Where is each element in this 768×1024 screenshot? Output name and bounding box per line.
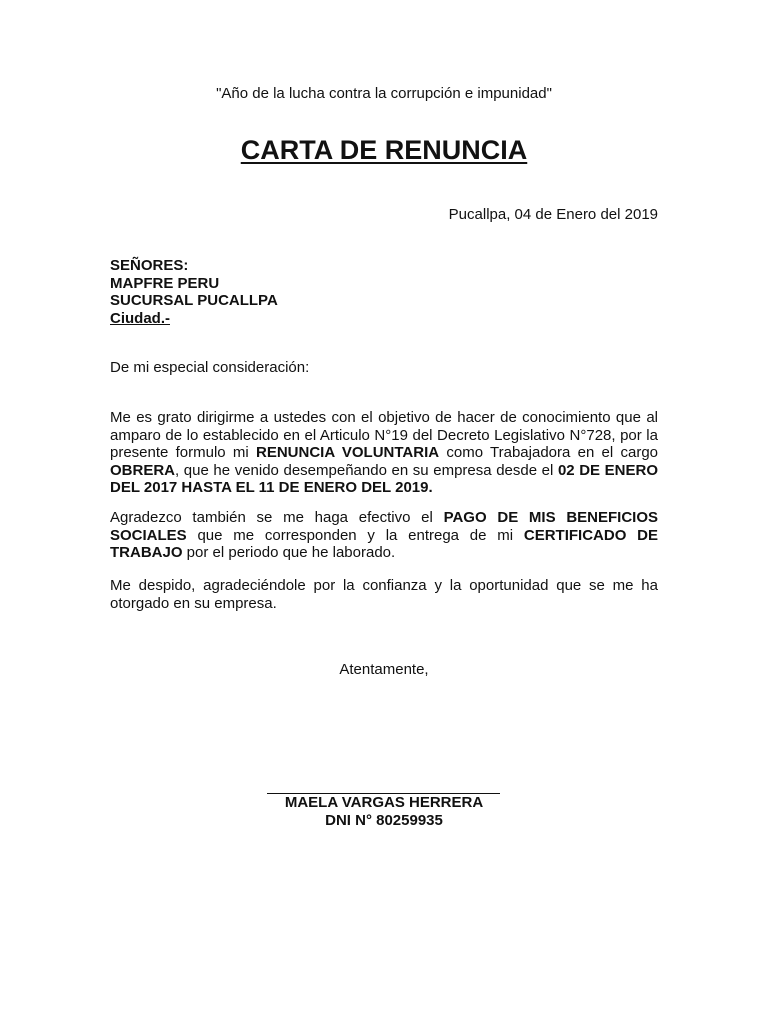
signatory-name: MAELA VARGAS HERRERA (284, 794, 484, 811)
body-paragraph-1 (110, 409, 658, 497)
letter-title-wrap (0, 135, 768, 166)
p1-text-1: Me es grato dirigirme a ustedes con el objetivo de hacer de conocimiento que al amparo de lo establecido en el Articulo N°19 del Decreto Legislativo N°728, por la presente formulo mi (110, 409, 658, 461)
p2-bold-2: CERTIFICADO DE TRABAJO (110, 526, 659, 561)
letter-date: Pucallpa, 04 de Enero del 2019 (448, 206, 658, 223)
addressee-line-3: SUCURSAL PUCALLPA (110, 292, 278, 309)
letter-title: CARTA DE RENUNCIA (240, 135, 528, 165)
p1-text-3: , que he venido desempeñando en su empresa desde el (175, 461, 558, 479)
addressee-line-4: Ciudad.- (110, 309, 170, 327)
p2-text-1: Agradezco también se me haga efectivo el (110, 509, 444, 526)
closing: Atentamente, (339, 661, 429, 678)
body-paragraph-2 (110, 509, 658, 562)
signatory-dni: DNI N° 80259935 (325, 812, 443, 829)
salutation: De mi especial consideración: (110, 359, 310, 376)
addressee-line-2: MAPFRE PERU (110, 274, 220, 292)
p1-bold-3: 02 DE ENERO DEL 2017 HASTA EL 11 DE ENERO DEL 2019. (110, 461, 658, 496)
body-paragraph-3: Me despido, agradeciéndole por la confianza y la oportunidad que se me ha otorgado en su empresa. (110, 577, 658, 612)
p1-bold-1: RENUNCIA VOLUNTARIA (256, 444, 440, 461)
p1-bold-2: OBRERA (110, 461, 176, 479)
p1-text-2: como Trabajadora en el cargo (439, 444, 658, 461)
p2-bold-1: PAGO DE MIS BENEFICIOS SOCIALES (110, 509, 658, 544)
addressee-line-1: SEÑORES: (110, 257, 189, 274)
year-motto: "Año de la lucha contra la corrupción e impunidad" (216, 85, 552, 102)
p2-text-3: por el periodo que he laborado. (182, 544, 396, 561)
p2-text-2: que me corresponden y la entrega de mi (186, 526, 524, 544)
addressee-block (110, 257, 278, 327)
